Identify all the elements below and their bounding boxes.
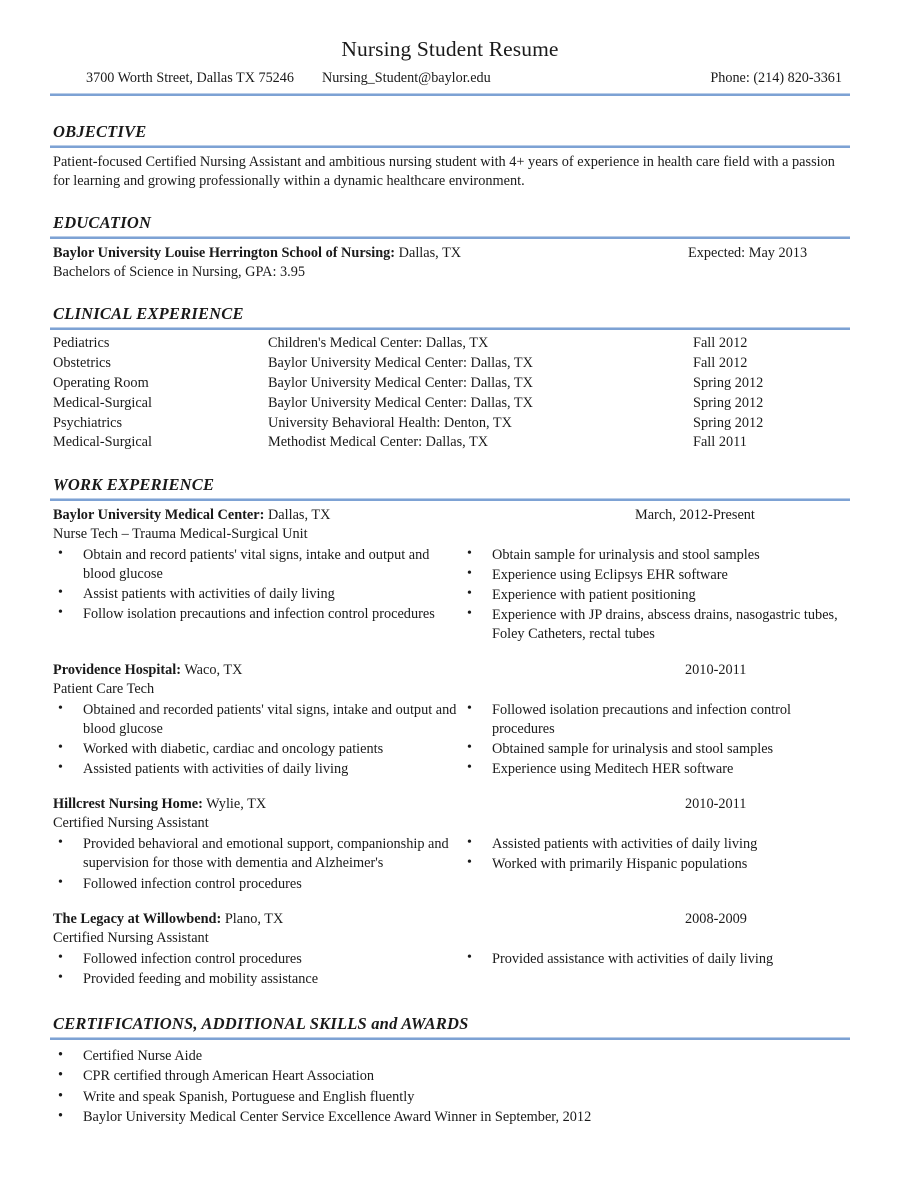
education-entry bbox=[50, 239, 850, 282]
job-bullet-columns bbox=[50, 950, 850, 990]
bullet-list bbox=[460, 546, 850, 645]
list-item: • Obtained sample for urinalysis and stool samples bbox=[460, 740, 850, 759]
job-entry bbox=[50, 661, 850, 781]
clinical-rotation: Medical-Surgical bbox=[53, 434, 152, 451]
table-row bbox=[50, 354, 850, 374]
clinical-site: Methodist Medical Center: Dallas, TX bbox=[268, 434, 489, 451]
job-date: 2010-2011 bbox=[685, 661, 747, 678]
contact-line bbox=[50, 70, 850, 91]
list-item: • CPR certified through American Heart Association bbox=[50, 1066, 850, 1086]
list-item: • Assist patients with activities of daily living bbox=[50, 585, 460, 604]
bullet-list bbox=[50, 835, 460, 893]
clinical-term: Spring 2012 bbox=[693, 414, 764, 431]
list-item: • Baylor University Medical Center Service Excellence Award Winner in September, 2012 bbox=[50, 1107, 850, 1127]
list-item: • Worked with primarily Hispanic populations bbox=[460, 855, 850, 874]
certifications-list bbox=[50, 1046, 850, 1127]
table-row bbox=[50, 433, 850, 453]
clinical-site: Baylor University Medical Center: Dallas, TX bbox=[268, 394, 533, 411]
section-certifications bbox=[50, 1014, 850, 1127]
list-item: • Followed infection control procedures bbox=[50, 950, 460, 969]
clinical-rotations-table bbox=[50, 334, 850, 453]
job-date: 2008-2009 bbox=[685, 910, 747, 927]
list-item: • Write and speak Spanish, Portuguese and English fluently bbox=[50, 1087, 850, 1107]
job-list bbox=[50, 506, 850, 990]
table-row bbox=[50, 393, 850, 413]
clinical-rotation: Psychiatrics bbox=[53, 414, 123, 431]
contact-phone: Phone: (214) 820-3361 bbox=[710, 69, 842, 86]
clinical-rotation: Pediatrics bbox=[53, 335, 110, 352]
bullet-list bbox=[460, 835, 850, 874]
section-divider-certifications bbox=[50, 1037, 850, 1040]
section-work-experience bbox=[50, 475, 850, 990]
job-date: 2010-2011 bbox=[685, 796, 747, 813]
job-role: Certified Nursing Assistant bbox=[53, 929, 209, 946]
list-item: • Experience using Meditech HER software bbox=[460, 760, 850, 779]
contact-address: 3700 Worth Street, Dallas TX 75246 bbox=[86, 69, 294, 86]
job-headline bbox=[50, 506, 850, 525]
job-employer: Hillcrest Nursing Home: bbox=[53, 796, 203, 813]
clinical-site: Baylor University Medical Center: Dallas, TX bbox=[268, 355, 533, 372]
education-date: Expected: May 2013 bbox=[688, 244, 808, 261]
contact-email[interactable]: Nursing_Student@baylor.edu bbox=[321, 69, 491, 86]
job-location: Plano, TX bbox=[221, 910, 284, 927]
education-location: Dallas, TX bbox=[395, 244, 462, 261]
job-employer: The Legacy at Willowbend: bbox=[53, 910, 222, 927]
clinical-rotation: Medical-Surgical bbox=[53, 394, 152, 411]
list-item: • Follow isolation precautions and infection control procedures bbox=[50, 605, 460, 624]
job-location: Wylie, TX bbox=[202, 796, 267, 813]
section-divider-clinical bbox=[50, 327, 850, 330]
clinical-site: Baylor University Medical Center: Dallas, TX bbox=[268, 374, 533, 391]
job-employer: Baylor University Medical Center: bbox=[53, 506, 265, 523]
clinical-rotation: Operating Room bbox=[53, 374, 149, 391]
education-headline bbox=[53, 244, 850, 263]
table-row bbox=[50, 373, 850, 393]
list-item: • Provided feeding and mobility assistance bbox=[50, 970, 460, 989]
job-entry bbox=[50, 910, 850, 990]
resume-page bbox=[0, 38, 900, 1203]
education-school: Baylor University Louise Herrington School of Nursing: bbox=[53, 244, 396, 261]
header-divider bbox=[50, 93, 850, 96]
list-item: • Obtain sample for urinalysis and stool samples bbox=[460, 546, 850, 565]
job-bullets-right bbox=[460, 546, 850, 646]
page-title: Nursing Student Resume bbox=[341, 37, 559, 61]
section-objective bbox=[50, 122, 850, 191]
job-entry bbox=[50, 506, 850, 646]
section-clinical-experience bbox=[50, 304, 850, 453]
bullet-list bbox=[460, 950, 850, 969]
clinical-term: Fall 2011 bbox=[693, 434, 747, 451]
section-heading-certifications: CERTIFICATIONS, ADDITIONAL SKILLS and AWARDS bbox=[53, 1014, 469, 1033]
list-item: • Obtained and recorded patients' vital signs, intake and output and blood glucose bbox=[50, 701, 460, 739]
list-item: • Followed isolation precautions and infection control procedures bbox=[460, 701, 850, 739]
job-bullet-columns bbox=[50, 701, 850, 781]
bullet-list bbox=[50, 950, 460, 989]
job-bullets-left bbox=[50, 701, 460, 781]
list-item: • Assisted patients with activities of daily living bbox=[50, 760, 460, 779]
job-headline bbox=[50, 661, 850, 680]
job-bullets-left bbox=[50, 546, 460, 646]
job-role: Patient Care Tech bbox=[53, 680, 155, 697]
list-item: • Provided assistance with activities of daily living bbox=[460, 950, 850, 969]
job-bullets-right bbox=[460, 835, 850, 894]
job-bullets-left bbox=[50, 950, 460, 990]
list-item: • Provided behavioral and emotional support, companionship and supervision for those with dementia and Alzheimer's bbox=[50, 835, 460, 873]
job-bullet-columns bbox=[50, 835, 850, 894]
clinical-table-body bbox=[50, 334, 850, 453]
job-location: Waco, TX bbox=[181, 661, 243, 678]
clinical-site: Children's Medical Center: Dallas, TX bbox=[268, 335, 489, 352]
job-bullet-columns bbox=[50, 546, 850, 646]
clinical-term: Fall 2012 bbox=[693, 335, 748, 352]
table-row bbox=[50, 413, 850, 433]
section-heading-clinical: CLINICAL EXPERIENCE bbox=[53, 303, 244, 323]
bullet-list bbox=[50, 701, 460, 780]
clinical-term: Fall 2012 bbox=[693, 355, 748, 372]
job-bullets-left bbox=[50, 835, 460, 894]
job-headline bbox=[50, 795, 850, 814]
job-entry bbox=[50, 795, 850, 894]
education-degree: Bachelors of Science in Nursing, GPA: 3.95 bbox=[53, 263, 306, 280]
job-bullets-right bbox=[460, 950, 850, 990]
clinical-term: Spring 2012 bbox=[693, 394, 764, 411]
clinical-rotation: Obstetrics bbox=[53, 355, 111, 372]
table-row bbox=[50, 334, 850, 354]
job-role: Nurse Tech – Trauma Medical-Surgical Unit bbox=[53, 525, 308, 542]
bullet-list bbox=[50, 546, 460, 625]
clinical-site: University Behavioral Health: Denton, TX bbox=[268, 414, 512, 431]
section-heading-work: WORK EXPERIENCE bbox=[53, 474, 215, 494]
job-location: Dallas, TX bbox=[264, 506, 331, 523]
bullet-list bbox=[460, 701, 850, 780]
section-heading-objective: OBJECTIVE bbox=[53, 121, 147, 141]
job-bullets-right bbox=[460, 701, 850, 781]
section-education bbox=[50, 213, 850, 282]
job-employer: Providence Hospital: bbox=[53, 661, 182, 678]
list-item: • Worked with diabetic, cardiac and oncology patients bbox=[50, 740, 460, 759]
list-item: • Experience using Eclipsys EHR software bbox=[460, 566, 850, 585]
list-item: • Followed infection control procedures bbox=[50, 875, 460, 894]
list-item: • Certified Nurse Aide bbox=[50, 1046, 850, 1066]
list-item: • Experience with patient positioning bbox=[460, 586, 850, 605]
section-heading-education: EDUCATION bbox=[53, 212, 152, 232]
list-item: • Experience with JP drains, abscess drains, nasogastric tubes, Foley Catheters, rectal tubes bbox=[460, 606, 850, 644]
job-headline bbox=[50, 910, 850, 929]
objective-text: Patient-focused Certified Nursing Assistant and ambitious nursing student with 4+ years of experience in health care field with a passion for learning and growing professionally within a dynamic healthcare environment. bbox=[53, 153, 835, 189]
resume-header bbox=[50, 38, 850, 96]
clinical-term: Spring 2012 bbox=[693, 374, 764, 391]
section-divider-work bbox=[50, 498, 850, 501]
job-date: March, 2012-Present bbox=[635, 506, 755, 523]
job-role: Certified Nursing Assistant bbox=[53, 815, 209, 832]
list-item: • Assisted patients with activities of daily living bbox=[460, 835, 850, 854]
list-item: • Obtain and record patients' vital signs, intake and output and blood glucose bbox=[50, 546, 460, 584]
